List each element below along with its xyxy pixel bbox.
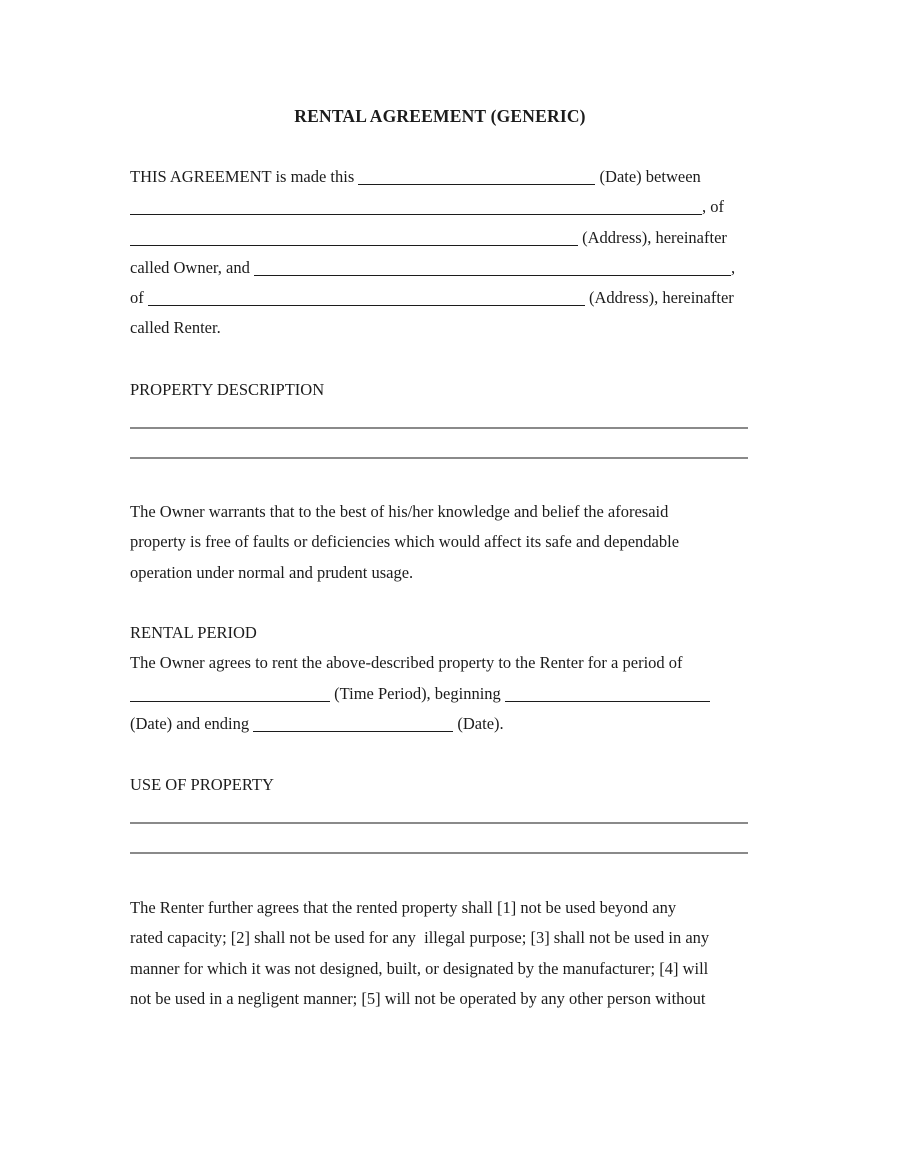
begin-date-blank-field	[505, 701, 710, 702]
intro-line-5-text-pre: of	[130, 288, 148, 308]
intro-line-4	[130, 253, 750, 283]
end-date-blank-field	[253, 731, 453, 732]
owner-address-blank-field	[130, 245, 578, 246]
renter-obligations-line-2: rated capacity; [2] shall not be used for any illegal purpose; [3] shall not be used in any	[130, 928, 710, 948]
intro-line-1-text-pre: THIS AGREEMENT is made this	[130, 167, 359, 186]
owner-name-blank-field	[130, 214, 702, 215]
intro-line-3-text-post: (Address), hereinafter	[578, 227, 727, 247]
rental-period-heading: RENTAL PERIOD	[130, 623, 257, 642]
property-description-heading: PROPERTY DESCRIPTION	[130, 380, 325, 399]
intro-line-3	[130, 223, 750, 253]
rental-period-line-3	[130, 709, 750, 739]
renter-obligations-line-1: The Renter further agrees that the rented property shall [1] not be used beyond any	[130, 898, 677, 917]
rental-period-line-3-text-pre: (Date) and ending	[130, 713, 254, 733]
owner-warranty-line-2: property is free of faults or deficiencies which would affect its safe and dependable	[130, 532, 680, 552]
intro-line-5	[130, 283, 750, 313]
intro-line-2	[130, 192, 750, 222]
renter-obligations-paragraph	[130, 893, 750, 1014]
date-blank-field	[358, 184, 595, 185]
owner-warranty-line-1: The Owner warrants that to the best of his/her knowledge and belief the aforesaid	[130, 502, 669, 521]
intro-line-5-text-post: (Address), hereinafter	[584, 288, 734, 308]
renter-obligations-line-4: not be used in a negligent manner; [5] will not be operated by any other person without	[130, 988, 706, 1008]
intro-line-6: called Renter.	[130, 318, 221, 338]
intro-paragraph	[130, 162, 750, 344]
rental-period-line-2-text: (Time Period), beginning	[330, 683, 505, 703]
use-of-property-blank-line-1	[130, 822, 748, 824]
property-description-blank-line-2	[130, 457, 748, 459]
time-period-blank-field	[130, 701, 330, 702]
rental-period-line-1: The Owner agrees to rent the above-described property to the Renter for a period of	[130, 653, 683, 673]
document-title: RENTAL AGREEMENT (GENERIC)	[294, 106, 586, 126]
intro-line-1-text-post: (Date) between	[595, 167, 701, 186]
renter-obligations-line-3: manner for which it was not designed, built, or designated by the manufacturer; [4] will	[130, 958, 709, 978]
intro-line-4-text-pre: called Owner, and	[130, 257, 254, 277]
rental-period-line-2	[130, 679, 750, 709]
use-of-property-heading: USE OF PROPERTY	[130, 775, 274, 794]
intro-line-4-text-post: ,	[730, 257, 736, 277]
renter-address-blank-field	[148, 305, 585, 306]
rental-period-section	[130, 618, 750, 739]
renter-name-blank-field	[254, 275, 731, 276]
rental-period-line-3-text-post: (Date).	[453, 713, 504, 733]
property-description-blank-line-1	[130, 427, 748, 429]
owner-warranty-line-3: operation under normal and prudent usage.	[130, 562, 414, 582]
intro-line-2-text-post: , of	[702, 197, 724, 217]
owner-warranty-paragraph	[130, 497, 750, 588]
intro-line-1	[130, 162, 750, 192]
use-of-property-blank-line-2	[130, 852, 748, 854]
